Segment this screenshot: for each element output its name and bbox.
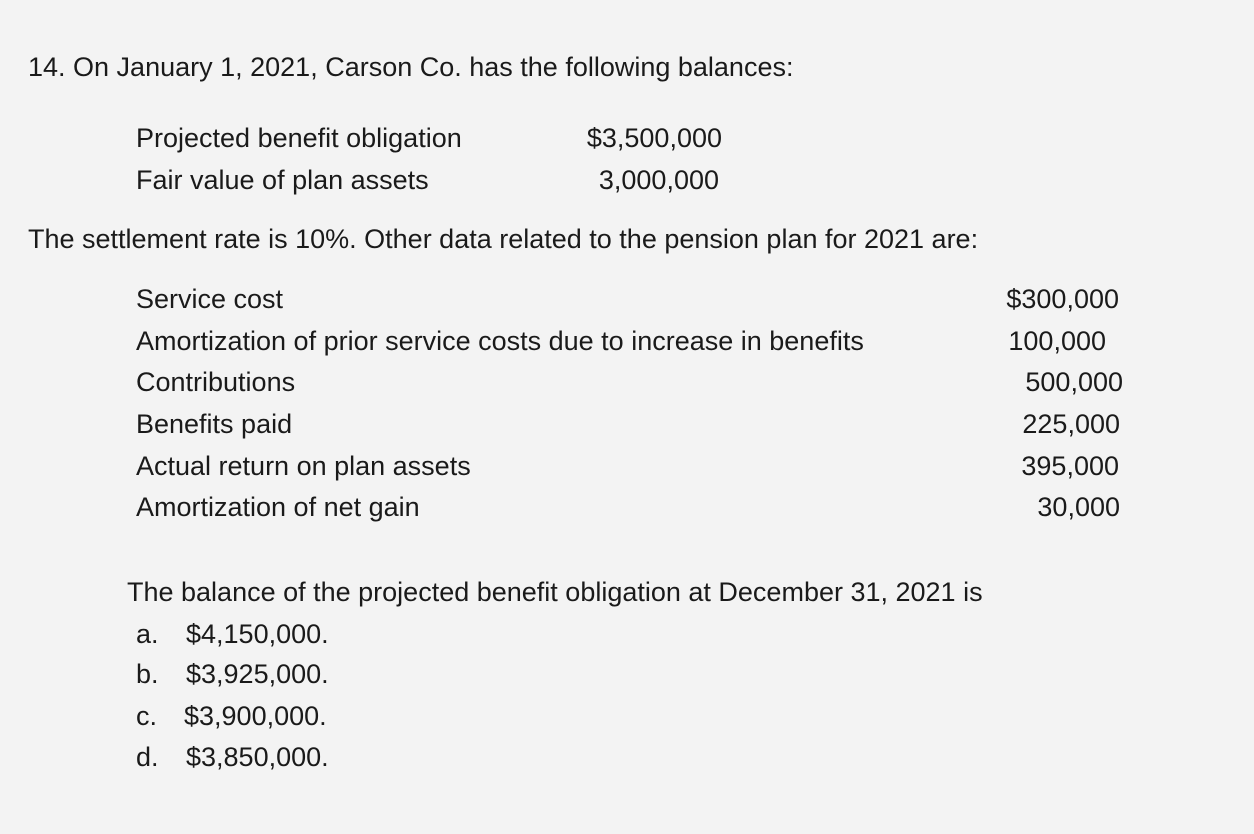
choice-letter-b: b. — [136, 659, 159, 689]
balance-value-plan-assets: 3,000,000 — [598, 165, 719, 195]
rate-sentence: The settlement rate is 10%. Other data related to the pension plan for 2021 are: — [28, 224, 979, 254]
other-data-label-actual-return: Actual return on plan assets — [136, 451, 471, 481]
choice-letter-a: a. — [136, 619, 159, 649]
other-data-value-benefits-paid: 225,000 — [1022, 409, 1120, 439]
other-data-label-prior-service: Amortization of prior service costs due to increase in benefits — [136, 326, 864, 356]
choice-text-a: $4,150,000. — [186, 619, 329, 649]
other-data-label-contributions: Contributions — [136, 367, 296, 397]
other-data-label-net-gain: Amortization of net gain — [136, 492, 420, 522]
choice-text-b: $3,925,000. — [186, 659, 329, 689]
balance-label-pbo: Projected benefit obligation — [136, 123, 462, 153]
other-data-value-prior-service: 100,000 — [1008, 326, 1106, 356]
other-data-value-actual-return: 395,000 — [1021, 451, 1119, 481]
other-data-value-contributions: 500,000 — [1025, 367, 1123, 397]
choice-text-d: $3,850,000. — [186, 742, 329, 772]
choice-letter-d: d. — [136, 742, 159, 772]
question-prompt: The balance of the projected benefit obligation at December 31, 2021 is — [127, 577, 983, 607]
other-data-value-service-cost: $300,000 — [1006, 284, 1119, 314]
choice-text-c: $3,900,000. — [184, 701, 327, 731]
other-data-label-benefits-paid: Benefits paid — [136, 409, 293, 439]
question-intro: 14. On January 1, 2021, Carson Co. has the following balances: — [28, 52, 794, 82]
balance-value-pbo: $3,500,000 — [586, 123, 722, 153]
choice-letter-c: c. — [136, 701, 158, 731]
other-data-label-service-cost: Service cost — [136, 284, 284, 314]
balance-label-plan-assets: Fair value of plan assets — [136, 165, 429, 195]
other-data-value-net-gain: 30,000 — [1037, 492, 1120, 522]
